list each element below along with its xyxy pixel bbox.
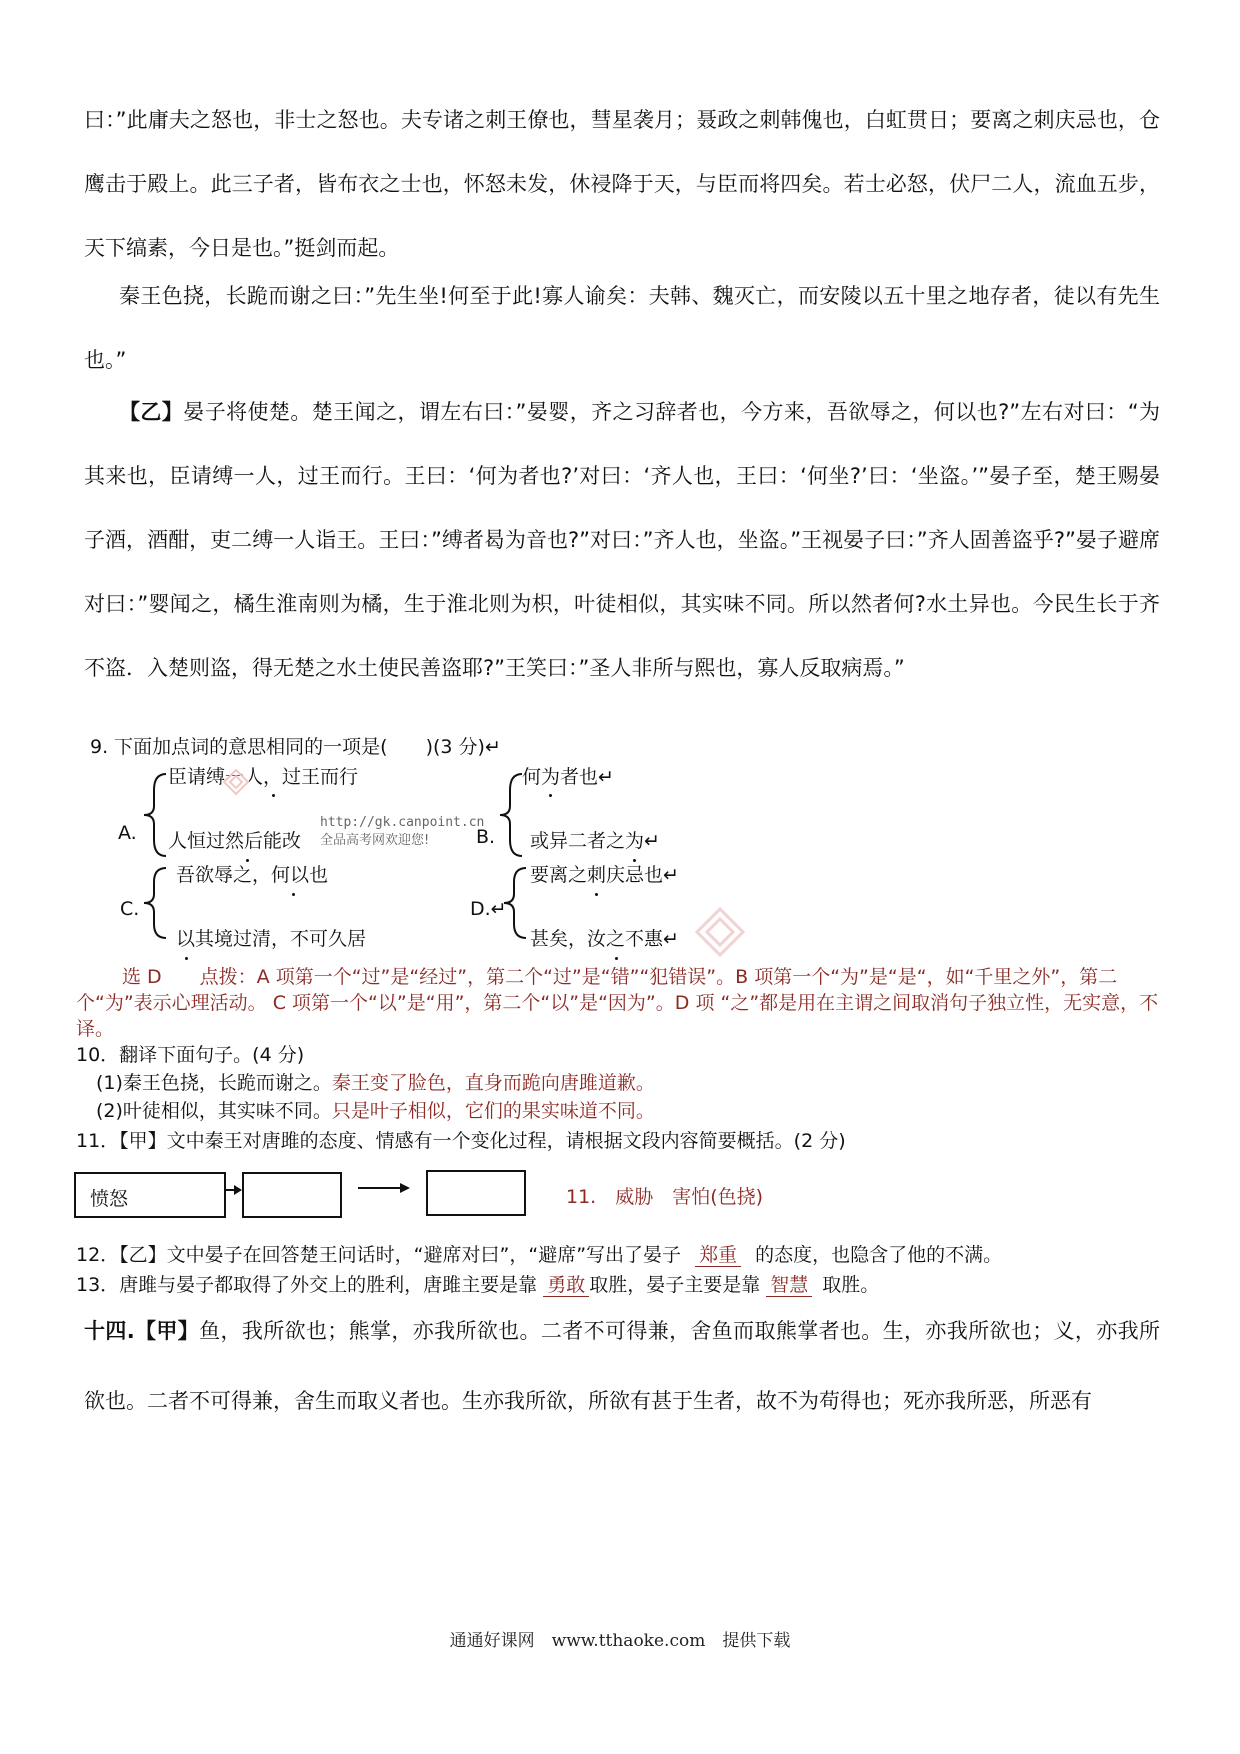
q9-option-b-line-1: 何为者也↵: [522, 766, 614, 788]
q10-a1: 秦王变了脸色，直身而跪向唐雎道歉。: [331, 1072, 655, 1094]
q10-s1: (1)秦王色挠，长跪而谢之。: [96, 1072, 332, 1094]
passage-jia-paragraph-2: 秦王色挠，长跪而谢之曰：”先生坐!何至于此!寡人谕矣：夫韩、魏灭亡，而安陵以五十里之地存者，徒以有先生也。”: [84, 284, 1160, 372]
q11-box-1-text: 愤怒: [90, 1188, 129, 1210]
q11-stem: 11．【甲】文中秦王对唐雎的态度、情感有一个变化过程，请根据文段内容简要概括。(2 分): [76, 1130, 846, 1152]
passage-yi-tag: 【乙】: [119, 400, 184, 424]
q13-blank-2: 智慧: [766, 1274, 812, 1297]
q9-option-c-label: C.: [120, 898, 140, 920]
q9-option-a-label: A.: [118, 822, 137, 844]
q11-box-blank-1: [242, 1172, 342, 1218]
q9-option-d-line-1: 要离之刺庆忌也↵: [530, 864, 679, 886]
passage-yi: [84, 380, 1160, 700]
q9-option-c-brace: [140, 864, 170, 942]
q11-box-anger: [74, 1172, 226, 1218]
q9-option-c-line-2: 以其境过清，不可久居: [176, 928, 367, 950]
passage-jia-paragraph-1: 曰：”此庸夫之怒也，非士之怒也。夫专诸之刺王僚也，彗星袭月；聂政之刺韩傀也，白虹贯日；要离之刺庆忌也，仓鹰击于殿上。此三子者，皆布衣之士也，怀怒未发，休祲降于天，与臣而将四矣。若士必怒，伏尸二人，流血五步，天下缟素，今日是也。”挺剑而起。: [84, 108, 1160, 260]
q9-option-a-brace: [140, 770, 170, 860]
q9-option-a-line-2: 人恒过然后能改: [168, 830, 302, 852]
q9-answer: 选 D 点拨：A 项第一个“过”是“经过”，第二个“过”是“错”“犯错误”。B 项第一个“为”是“是“，如“千里之外”，第二个“为”表示心理活动。 C 项第一个“以”是“用”，第二个“以”是“因为”。D 项 “之”都是用在主谓之间取消句子独立性，无实意，不译。: [76, 966, 1159, 1040]
q12: [76, 1242, 1002, 1268]
q13-post: 取胜。: [822, 1274, 880, 1296]
q13-pre: 13．唐雎与晏子都取得了外交上的胜利，唐雎主要是靠: [76, 1274, 538, 1296]
q10-stem: 10．翻译下面句子。(4 分): [76, 1044, 305, 1066]
stamp-watermark-icon: [694, 906, 746, 958]
q9-option-d-label: D.↵: [470, 898, 507, 920]
q11-answer: 11. 威胁 害怕(色挠): [566, 1186, 764, 1208]
q12-pre: 12．【乙】文中晏子在回答楚王问话时，“避席对曰”，“避席”写出了晏子: [76, 1244, 682, 1266]
page-footer: 通通好课网 www.tthaoke.com 提供下载: [449, 1631, 791, 1651]
q13-mid: 取胜，晏子主要是靠: [589, 1274, 761, 1296]
q9-option-d-line-2: 甚矣，汝之不惠↵: [530, 928, 679, 950]
watermark-url: http://gk.canpoint.cn: [320, 815, 485, 830]
q9-option-d-brace: [500, 864, 530, 942]
passage-yi-text: 晏子将使楚。楚王闻之，谓左右曰：”晏婴，齐之习辞者也，今方来，吾欲辱之，何以也?”左右对曰：“为其来也，臣请缚一人，过王而行。王曰：‘何为者也?’对曰：‘齐人也，王曰：‘何坐?’曰：‘坐盗。’”晏子至，楚王赐晏子酒，酒酣，吏二缚一人诣王。王曰：”缚者曷为音也?”对曰：”齐人也，坐盗。”王视晏子曰：”齐人固善盗乎?”晏子避席对曰：”婴闻之，橘生淮南则为橘，生于淮北则为枳，叶徒相似，其实味不同。所以然者何?水土异也。今民生长于齐不盗．入楚则盗，得无楚之水土使民善盗耶?”王笑曰：”圣人非所与熙也，寡人反取病焉。”: [84, 400, 1161, 680]
q13: [76, 1272, 879, 1298]
q12-post: 的态度，也隐含了他的不满。: [755, 1244, 1003, 1266]
section-14-tag: 十四.【甲】: [84, 1319, 200, 1343]
arrow-right-icon: [358, 1178, 414, 1198]
section-14-paragraph: [84, 1296, 1160, 1436]
stamp-watermark-icon: [222, 768, 250, 796]
q13-blank-1: 勇敢: [543, 1274, 589, 1297]
q12-blank: 郑重: [695, 1244, 741, 1267]
q9-option-b-line-2: 或异二者之为↵: [530, 830, 660, 852]
q9-stem: 9. 下面加点词的意思相同的一项是( )(3 分)↵: [90, 736, 501, 758]
q10-sentence-2: [96, 1098, 655, 1124]
q9-option-c-line-1: 吾欲辱之，何以也: [176, 864, 329, 886]
watermark-text: 全品高考网欢迎您!: [320, 833, 430, 848]
q9-option-a-line-1: 臣请缚一人，过王而行: [168, 766, 359, 788]
section-14-text: 鱼，我所欲也；熊掌，亦我所欲也。二者不可得兼，舍鱼而取熊掌者也。生，亦我所欲也；义，亦我所欲也。二者不可得兼，舍生而取义者也。生亦我所欲，所欲有甚于生者，故不为苟得也；死亦我所恶，所恶有: [84, 1319, 1160, 1413]
q10-sentence-1: [96, 1070, 655, 1096]
q10-a2: 只是叶子相似，它们的果实味道不同。: [331, 1100, 655, 1122]
q11-box-blank-2: [426, 1170, 526, 1216]
q10-s2: (2)叶徒相似，其实味不同。: [96, 1100, 332, 1122]
q9-option-b-label: B.: [476, 826, 496, 848]
